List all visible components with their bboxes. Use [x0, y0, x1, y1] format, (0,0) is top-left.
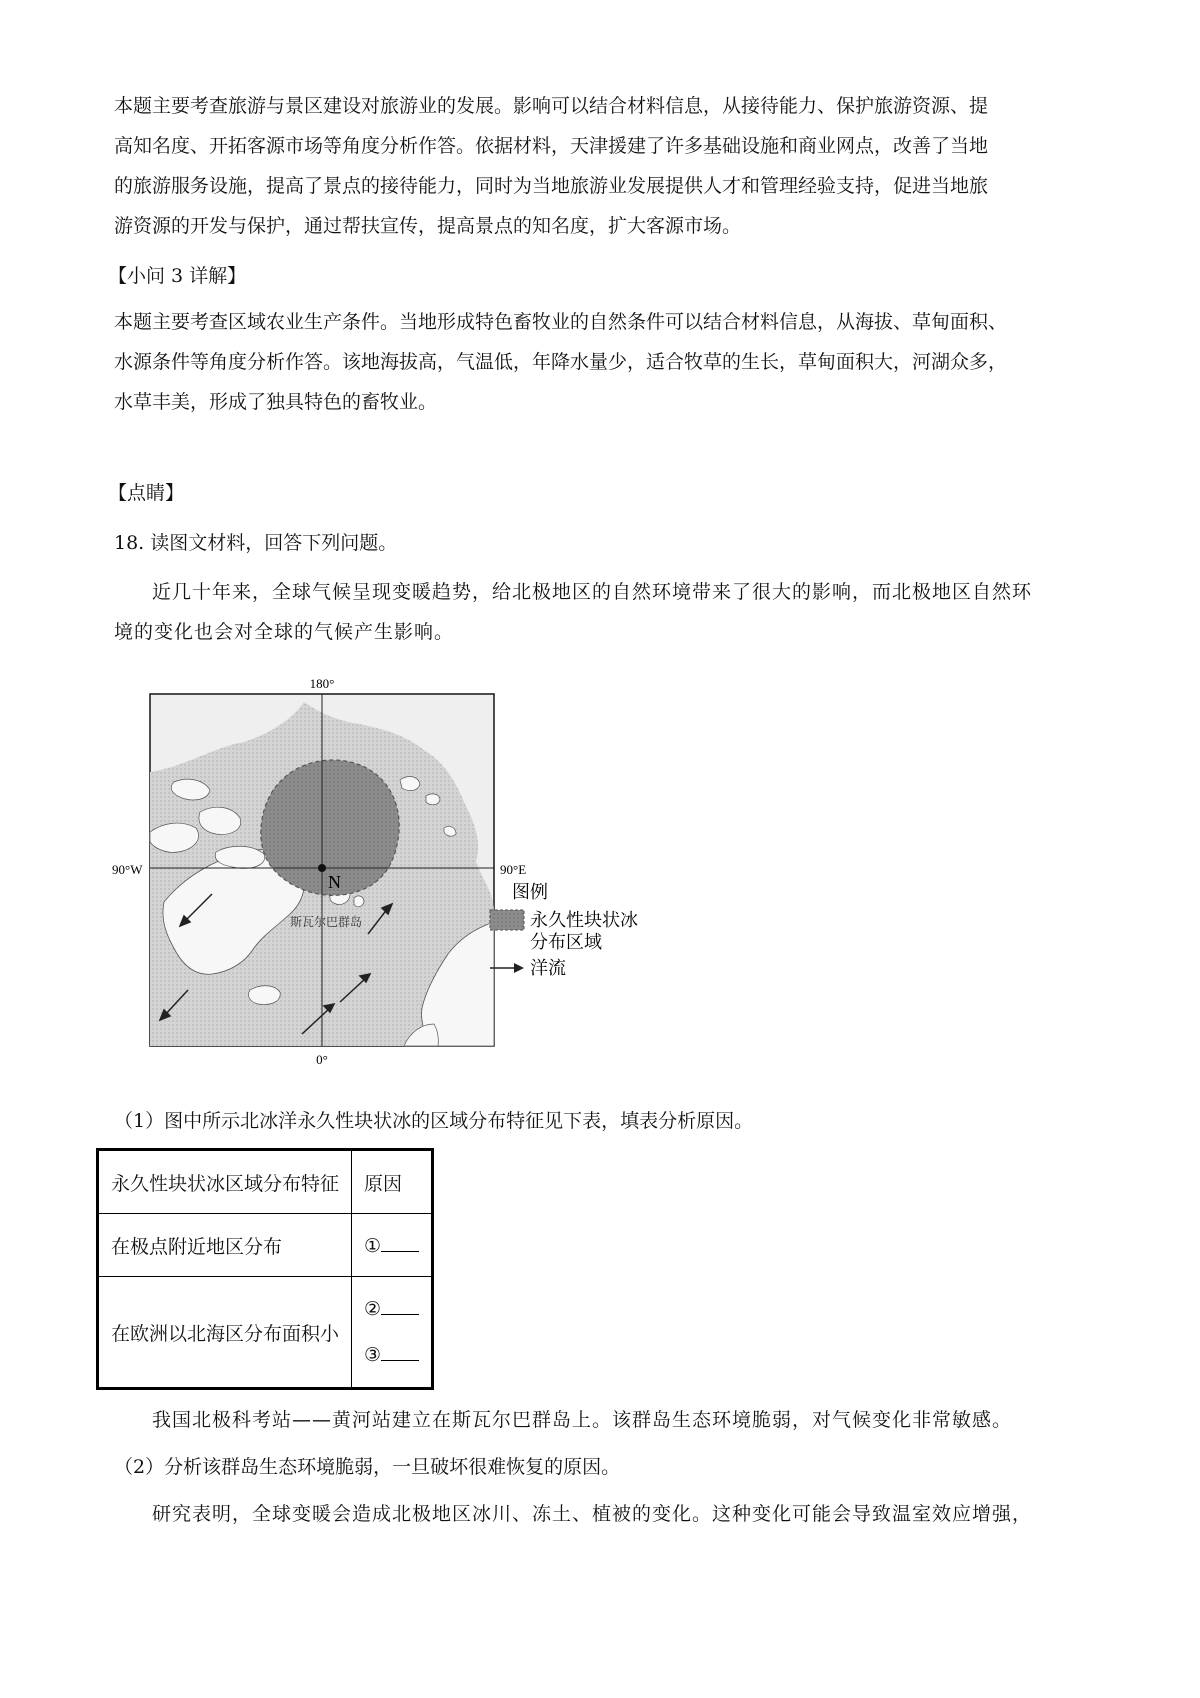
text-line: 研究表明，全球变暖会造成北极地区冰川、冻土、植被的变化。这种变化可能会导致温室效应增强， — [152, 1503, 1033, 1525]
label-90w: 90°W — [112, 862, 143, 877]
legend-title: 图例 — [512, 882, 548, 903]
table-header-reason: 原因 — [352, 1150, 433, 1214]
text-line: 我国北极科考站——黄河站建立在斯瓦尔巴群岛上。该群岛生态环境脆弱，对气候变化非常敏感。 — [152, 1409, 1013, 1431]
table-cell-reason — [352, 1277, 433, 1389]
text-line: 水源条件等角度分析作答。该地海拔高，气温低，年降水量少，适合牧草的生长，草甸面积大，河湖众多， — [114, 351, 1008, 373]
island — [400, 777, 420, 791]
q3-heading: 【小问 3 详解】 — [108, 265, 247, 287]
text-line: 高知名度、开拓客源市场等角度分析作答。依据材料，天津援建了许多基础设施和商业网点，改善了当地 — [114, 135, 989, 157]
svalbard-island — [354, 896, 364, 907]
north-pole-dot — [318, 864, 326, 872]
island — [426, 794, 440, 805]
sub-question-1: （1）图中所示北冰洋永久性块状冰的区域分布特征见下表，填表分析原因。 — [114, 1110, 754, 1132]
text-line: 本题主要考查旅游与景区建设对旅游业的发展。影响可以结合材料信息，从接待能力、保护旅游资源、提 — [114, 95, 989, 117]
material-1 — [114, 572, 1102, 652]
table-row — [98, 1150, 433, 1214]
table-row — [98, 1277, 433, 1389]
answer-blank[interactable] — [381, 1342, 419, 1361]
answer-blank[interactable] — [381, 1296, 419, 1315]
previous-answer-paragraph — [114, 86, 1102, 246]
table-cell-reason — [352, 1214, 433, 1277]
arctic-map-figure — [104, 672, 704, 1082]
label-0: 0° — [316, 1052, 328, 1067]
legend-ice-label-2: 分布区域 — [530, 932, 602, 953]
text-line: 本题主要考查区域农业生产条件。当地形成特色畜牧业的自然条件可以结合材料信息，从海拔、草甸面积、 — [114, 311, 1008, 333]
text-line: 水草丰美，形成了独具特色的畜牧业。 — [114, 391, 438, 413]
legend-ice-label-1: 永久性块状冰 — [530, 910, 638, 931]
question-18-title: 18. 读图文材料，回答下列问题。 — [114, 532, 398, 554]
material-2 — [114, 1400, 1102, 1440]
text-line: 游资源的开发与保护，通过帮扶宣传，提高景点的知名度，扩大客源市场。 — [114, 215, 742, 237]
table-cell-feature: 在欧洲以北海区分布面积小 — [98, 1277, 352, 1389]
reason-marker: ② — [364, 1298, 382, 1320]
text-line: 近几十年来，全球气候呈现变暖趋势，给北极地区的自然环境带来了很大的影响，而北极地区自然环 — [152, 581, 1033, 603]
comment-heading: 【点睛】 — [108, 482, 185, 504]
arctic-map — [104, 672, 704, 1082]
answer-blank[interactable] — [381, 1233, 419, 1252]
label-n: N — [328, 872, 341, 892]
reason-marker: ① — [364, 1235, 382, 1257]
q3-answer-paragraph — [114, 302, 1102, 422]
label-90e: 90°E — [500, 862, 527, 877]
sub-question-2: （2）分析该群岛生态环境脆弱，一旦破坏很难恢复的原因。 — [114, 1456, 621, 1478]
text-line: 的旅游服务设施，提高了景点的接待能力，同时为当地旅游业发展提供人才和管理经验支持，促进当地旅 — [114, 175, 989, 197]
label-svalbard: 斯瓦尔巴群岛 — [290, 915, 363, 929]
legend-current-arrowhead — [514, 963, 524, 973]
material-3 — [114, 1494, 1102, 1534]
reason-marker: ③ — [364, 1344, 382, 1366]
label-180: 180° — [309, 676, 335, 691]
legend-current-label: 洋流 — [530, 958, 566, 979]
table-row — [98, 1214, 433, 1277]
table-cell-feature: 在极点附近地区分布 — [98, 1214, 352, 1277]
text-line: 境的变化也会对全球的气候产生影响。 — [114, 621, 455, 643]
ice-distribution-table — [96, 1148, 434, 1390]
iceland — [248, 986, 280, 1005]
table-header-feature: 永久性块状冰区域分布特征 — [98, 1150, 352, 1214]
legend-ice-swatch — [490, 910, 524, 930]
